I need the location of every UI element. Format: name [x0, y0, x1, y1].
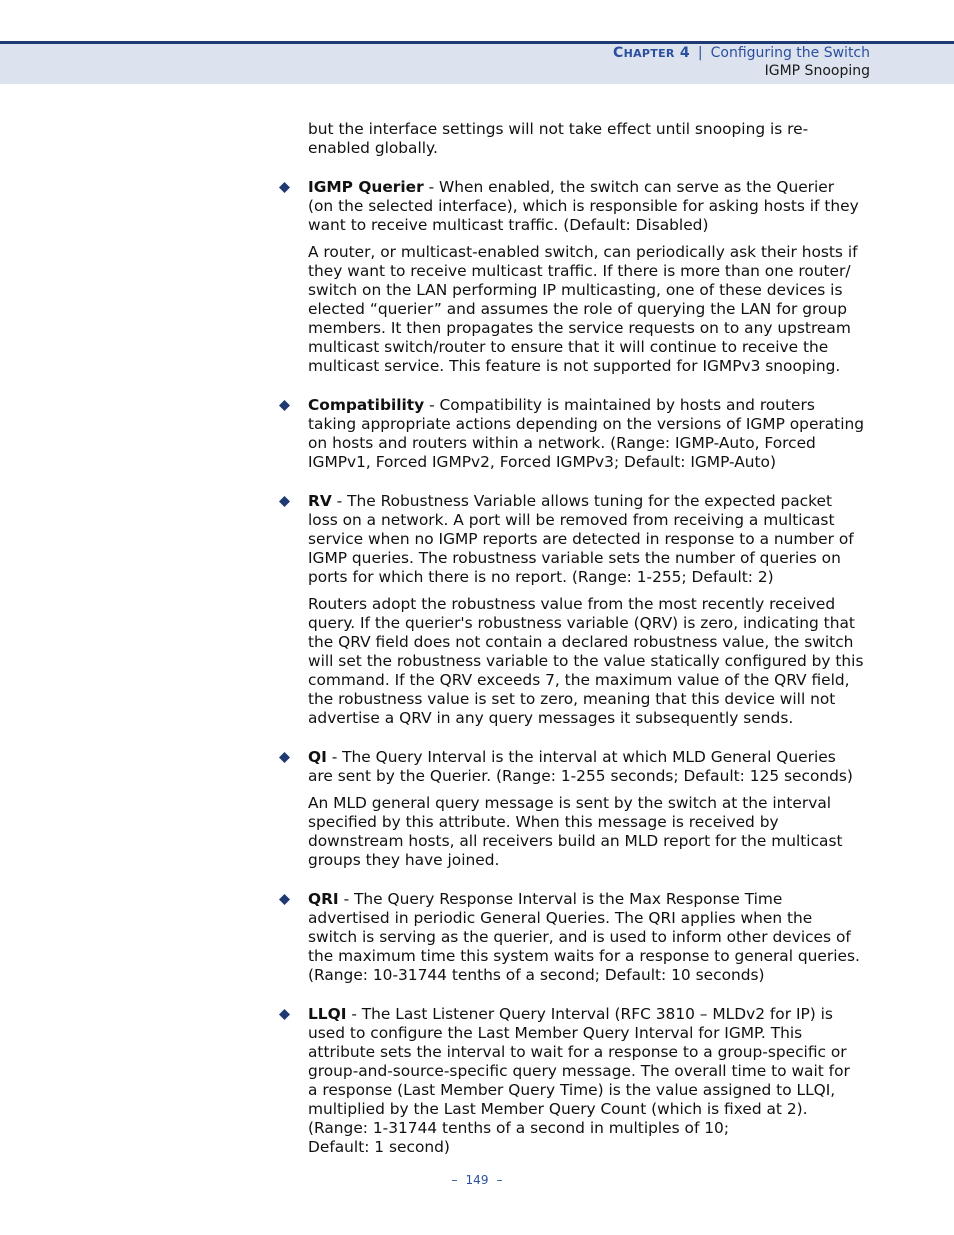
running-header-chapter — [613, 45, 870, 61]
parameter-list — [308, 178, 873, 1157]
parameter-term: QRI — [308, 890, 339, 908]
text-line: IGMP queries. The robustness variable sets the number of queries on — [308, 549, 841, 567]
text-line: query. If the querier's robustness variable (QRV) is zero, indicating that — [308, 614, 855, 632]
parameter-term: IGMP Querier — [308, 178, 424, 196]
intro-paragraph — [308, 120, 873, 158]
parameter-item — [308, 1005, 873, 1157]
text-line: IGMPv1, Forced IGMPv2, Forced IGMPv3; Default: IGMP-Auto) — [308, 453, 776, 471]
text-line: command. If the QRV exceeds 7, the maximum value of the QRV field, — [308, 671, 850, 689]
parameter-term: LLQI — [308, 1005, 347, 1023]
text-line — [308, 396, 873, 415]
text-line: the maximum time this system waits for a response to general queries. — [308, 947, 860, 965]
parameter-definition-text: - When enabled, the switch can serve as the Querier — [423, 178, 835, 196]
text-line: the robustness value is set to zero, meaning that this device will not — [308, 690, 836, 708]
text-line: loss on a network. A port will be removed from receiving a multicast — [308, 511, 835, 529]
parameter-description — [308, 748, 873, 786]
chapter-number: 4 — [679, 45, 690, 61]
diamond-bullet-icon — [278, 751, 291, 764]
parameter-item — [308, 890, 873, 985]
text-line — [308, 492, 873, 511]
text-line: switch on the LAN performing IP multicasting, one of these devices is — [308, 281, 843, 299]
text-line: multicast service. This feature is not supported for IGMPv3 snooping. — [308, 357, 841, 375]
text-line: switch is serving as the querier, and is used to inform other devices of — [308, 928, 851, 946]
parameter-note-paragraph — [308, 794, 873, 870]
parameter-description — [308, 890, 873, 985]
text-line: want to receive multicast traffic. (Default: Disabled) — [308, 216, 709, 234]
chapter-title: Configuring the Switch — [710, 45, 870, 61]
parameter-term: Compatibility — [308, 396, 425, 414]
text-line: the QRV field does not contain a declared robustness value, the switch — [308, 633, 854, 651]
parameter-definition-text: - The Robustness Variable allows tuning for the expected packet — [331, 492, 833, 510]
page-body — [308, 120, 873, 1165]
diamond-bullet-icon — [278, 399, 291, 412]
diamond-bullet-icon — [278, 893, 291, 906]
footer-dash-right: – — [496, 1173, 503, 1187]
parameter-definition-text: - The Query Response Interval is the Max Response Time — [338, 890, 783, 908]
parameter-definition-text: - Compatibility is maintained by hosts and routers — [424, 396, 815, 414]
parameter-description — [308, 492, 873, 587]
text-line — [308, 890, 873, 909]
text-line — [308, 178, 873, 197]
parameter-definition-text: - The Last Listener Query Interval (RFC 3810 – MLDv2 for IP) is — [346, 1005, 833, 1023]
text-line: multiplied by the Last Member Query Count (which is fixed at 2). — [308, 1100, 808, 1118]
text-line: A router, or multicast-enabled switch, can periodically ask their hosts if — [308, 243, 858, 261]
text-line — [308, 748, 873, 767]
text-line: groups they have joined. — [308, 851, 500, 869]
text-line: are sent by the Querier. (Range: 1-255 seconds; Default: 125 seconds) — [308, 767, 853, 785]
text-line: service when no IGMP reports are detected in response to a number of — [308, 530, 854, 548]
footer-dash-left: – — [451, 1173, 458, 1187]
parameter-item — [308, 396, 873, 472]
parameter-item — [308, 492, 873, 728]
chapter-word-rest: HAPTER — [623, 47, 675, 60]
text-line: members. It then propagates the service requests on to any upstream — [308, 319, 851, 337]
section-title: IGMP Snooping — [764, 63, 870, 79]
text-line: taking appropriate actions depending on the versions of IGMP operating — [308, 415, 865, 433]
text-line: multicast switch/router to ensure that it will continue to receive the — [308, 338, 829, 356]
text-line: group-and-source-specific query message. The overall time to wait for — [308, 1062, 850, 1080]
parameter-term: QI — [308, 748, 327, 766]
text-line: advertise a QRV in any query messages it subsequently sends. — [308, 709, 794, 727]
parameter-description — [308, 1005, 873, 1157]
parameter-term: RV — [308, 492, 332, 510]
parameter-description — [308, 178, 873, 235]
parameter-item — [308, 748, 873, 870]
page-footer — [0, 1173, 954, 1187]
text-line: attribute sets the interval to wait for a response to a group-specific or — [308, 1043, 847, 1061]
text-line: specified by this attribute. When this message is received by — [308, 813, 779, 831]
text-line: will set the robustness variable to the value statically configured by this — [308, 652, 864, 670]
chapter-word-first: C — [613, 45, 624, 61]
text-line: they want to receive multicast traffic. If there is more than one router/ — [308, 262, 851, 280]
text-line: Routers adopt the robustness value from the most recently received — [308, 595, 836, 613]
text-line: advertised in periodic General Queries. The QRI applies when the — [308, 909, 813, 927]
text-line — [308, 1005, 873, 1024]
parameter-note-paragraph — [308, 243, 873, 376]
text-line: enabled globally. — [308, 139, 438, 157]
text-line: on hosts and routers within a network. (Range: IGMP-Auto, Forced — [308, 434, 816, 452]
header-separator: | — [697, 45, 703, 61]
diamond-bullet-icon — [278, 181, 291, 194]
text-line: (on the selected interface), which is responsible for asking hosts if they — [308, 197, 859, 215]
text-line: Default: 1 second) — [308, 1138, 450, 1156]
text-line: elected “querier” and assumes the role of querying the LAN for group — [308, 300, 847, 318]
text-line: but the interface settings will not take effect until snooping is re- — [308, 120, 809, 138]
parameter-description — [308, 396, 873, 472]
text-line: (Range: 10-31744 tenths of a second; Default: 10 seconds) — [308, 966, 765, 984]
parameter-note-paragraph — [308, 595, 873, 728]
diamond-bullet-icon — [278, 495, 291, 508]
diamond-bullet-icon — [278, 1008, 291, 1021]
parameter-item — [308, 178, 873, 376]
text-line: ports for which there is no report. (Range: 1-255; Default: 2) — [308, 568, 774, 586]
text-line: An MLD general query message is sent by the switch at the interval — [308, 794, 832, 812]
parameter-definition-text: - The Query Interval is the interval at which MLD General Queries — [326, 748, 836, 766]
chapter-label — [613, 45, 690, 61]
text-line: a response (Last Member Query Time) is the value assigned to LLQI, — [308, 1081, 836, 1099]
text-line: downstream hosts, all receivers build an MLD report for the multicast — [308, 832, 843, 850]
text-line: (Range: 1-31744 tenths of a second in multiples of 10; — [308, 1119, 730, 1137]
text-line: used to configure the Last Member Query Interval for IGMP. This — [308, 1024, 803, 1042]
page-number: 149 — [465, 1173, 489, 1187]
